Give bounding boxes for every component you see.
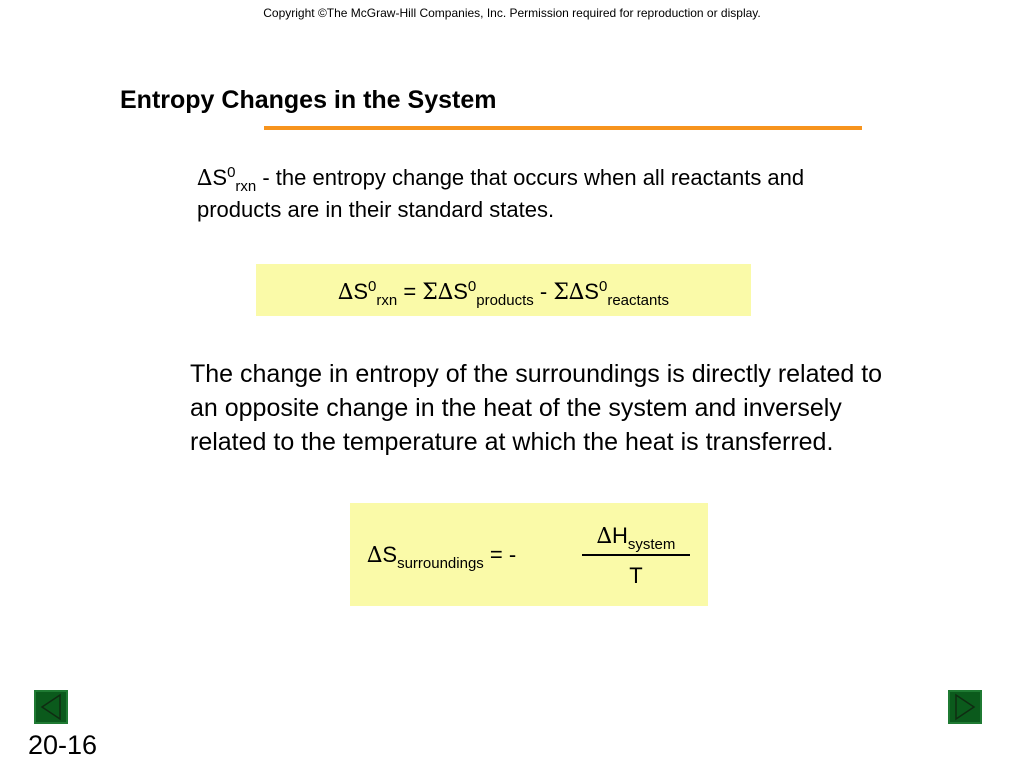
entropy-symbol: S — [382, 542, 398, 567]
reaction-entropy-equation — [256, 277, 751, 308]
rxn-subscript: rxn — [376, 292, 398, 309]
minus-sign: - — [533, 279, 554, 304]
copyright-notice: Copyright ©The McGraw-Hill Companies, Inc. Permission required for reproduction or display. — [263, 6, 761, 20]
standard-superscript: 0 — [467, 278, 477, 295]
previous-slide-button[interactable] — [34, 690, 68, 724]
delta-symbol: ∆ — [568, 280, 585, 305]
fraction-numerator — [582, 521, 690, 552]
entropy-symbol: S — [453, 279, 468, 304]
enthalpy-symbol: H — [611, 523, 628, 548]
delta-symbol: ∆ — [437, 280, 454, 305]
standard-superscript: 0 — [368, 278, 377, 295]
delta-symbol: ∆ — [367, 543, 383, 568]
sigma-symbol: Σ — [553, 280, 569, 305]
standard-superscript: 0 — [598, 278, 608, 295]
fraction-denominator: T — [629, 563, 643, 588]
surroundings-equation-lhs — [367, 540, 516, 571]
products-subscript: products — [476, 292, 534, 309]
slide-number: 20-16 — [28, 730, 98, 760]
slide-title: Entropy Changes in the System — [120, 86, 497, 114]
delta-symbol: ∆ — [337, 280, 354, 305]
equals-minus-sign: = - — [483, 542, 517, 567]
rxn-subscript: rxn — [235, 178, 257, 195]
standard-superscript: 0 — [227, 164, 236, 181]
entropy-definition — [197, 162, 877, 225]
next-slide-button[interactable] — [948, 690, 982, 724]
triangle-right-icon — [950, 692, 980, 722]
delta-symbol: ∆ — [596, 524, 612, 549]
fraction-bar — [582, 554, 690, 556]
title-underline — [264, 126, 862, 130]
entropy-symbol: S — [353, 279, 369, 304]
equals-sign: = — [397, 279, 423, 304]
reaction-entropy-equation-box — [256, 264, 751, 316]
entropy-symbol: S — [212, 165, 228, 190]
surroundings-subscript: surroundings — [397, 555, 484, 572]
delta-symbol: ∆ — [197, 166, 213, 191]
sigma-symbol: Σ — [422, 280, 438, 305]
definition-text: - the entropy change that occurs when all reactants and products are in their standard states. — [197, 165, 805, 222]
reactants-subscript: reactants — [607, 292, 670, 309]
entropy-symbol: S — [584, 279, 599, 304]
system-subscript: system — [627, 536, 676, 553]
surroundings-entropy-equation-box — [350, 503, 708, 606]
surroundings-explanation: The change in entropy of the surroundings is directly related to an opposite change in the heat of the system and inversely related to the temperature at which the heat is transferred. — [190, 360, 883, 456]
triangle-left-icon — [36, 692, 66, 722]
